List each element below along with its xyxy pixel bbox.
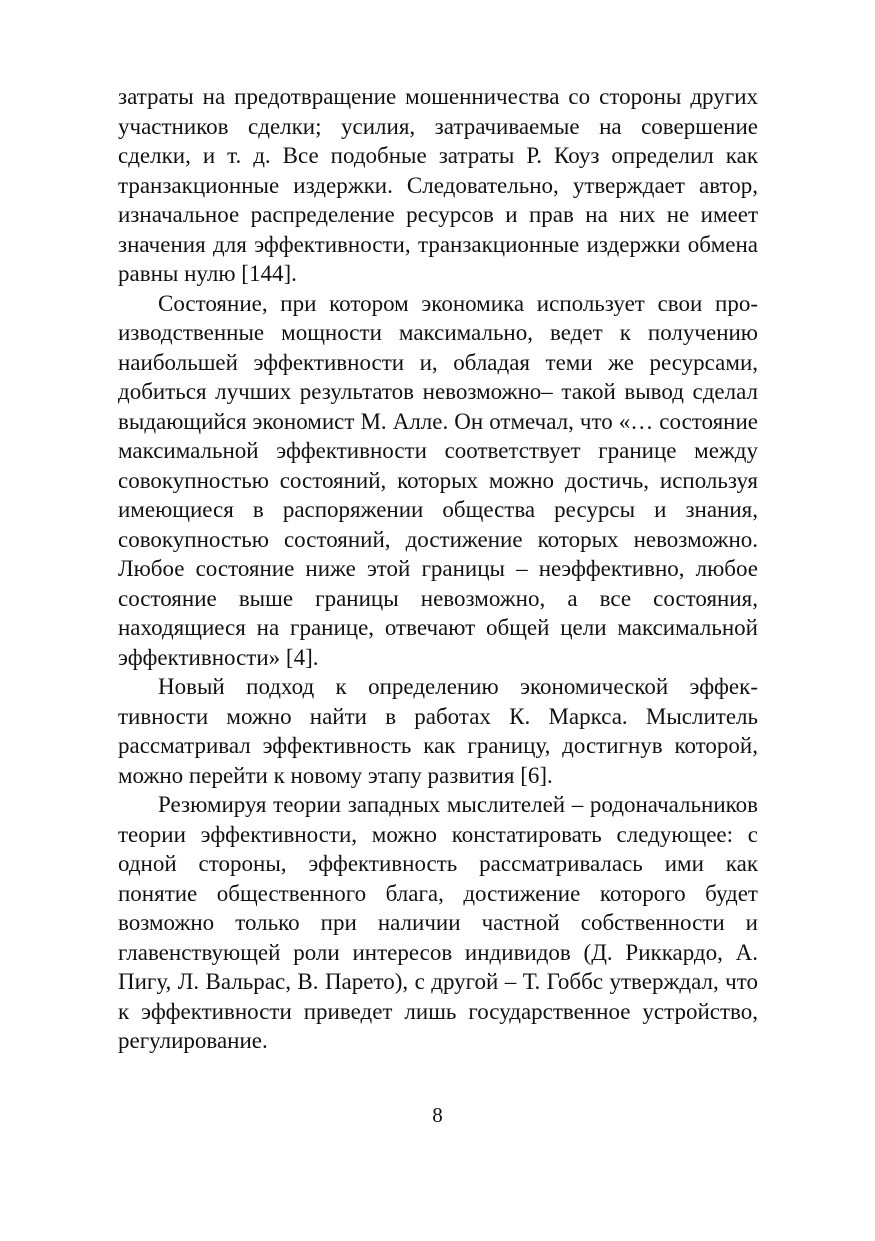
paragraph-2: Состояние, при котором экономика использует свои производственные мощности максимально, ведет к получению наибольшей эффективности и, обладая теми же ресурсами, добиться лучших результатов невозможно– такой вывод сделал выдающийся экономист М. Алле. Он отмечал, что «… состояние максимальной эффективности соответствует границе между совокупностью состояний, которых можно достичь, используя имеющиеся в распоряжении общества ресурсы и знания, совокупностью состояний, достижение которых невозможно. Любое состояние ниже этой границы – неэффективно, любое состояние выше границы невозможно, а все состояния, находящиеся на границе, отвечают общей цели максимальной эффективности» [4]. [118,290,758,670]
page-number: 8 [432,1103,443,1127]
paragraph-1: затраты на предотвращение мошенничества со стороны других участников сделки; усилия, затрачиваемые на совершение сделки, и т. д. Все подобные затраты Р. Коуз определил как транзакционные издержки. Следовательно, утверждает автор, изначальное распределение ресурсов и прав на них не имеет значения для эффективности, транзакционные издержки обмена равны нулю [144]. [118,84,758,286]
paragraph-4: Резюмируя теории западных мыслителей – родоначальников теории эффективности, можно констатировать следующее: с одной стороны, эффективность рассматривалась ими как понятие общественного блага, достижение которого будет возможно только при наличии частной собственности и главенствующей роли интересов индивидов (Д. Риккардо, А. Пигу, Л. Вальрас, В. Парето), с другой – Т. Гоббс утверждал, что к эффективности приведет лишь государственное устройство, регулирование. [118,792,758,1053]
paragraph-3: Новый подход к определению экономической эффективности можно найти в работах К. Маркса. Мыслитель рассматривал эффективность как границу, достигнув которой, можно перейти к новому этапу развития [6]. [118,674,758,788]
page-body [118,82,758,1056]
